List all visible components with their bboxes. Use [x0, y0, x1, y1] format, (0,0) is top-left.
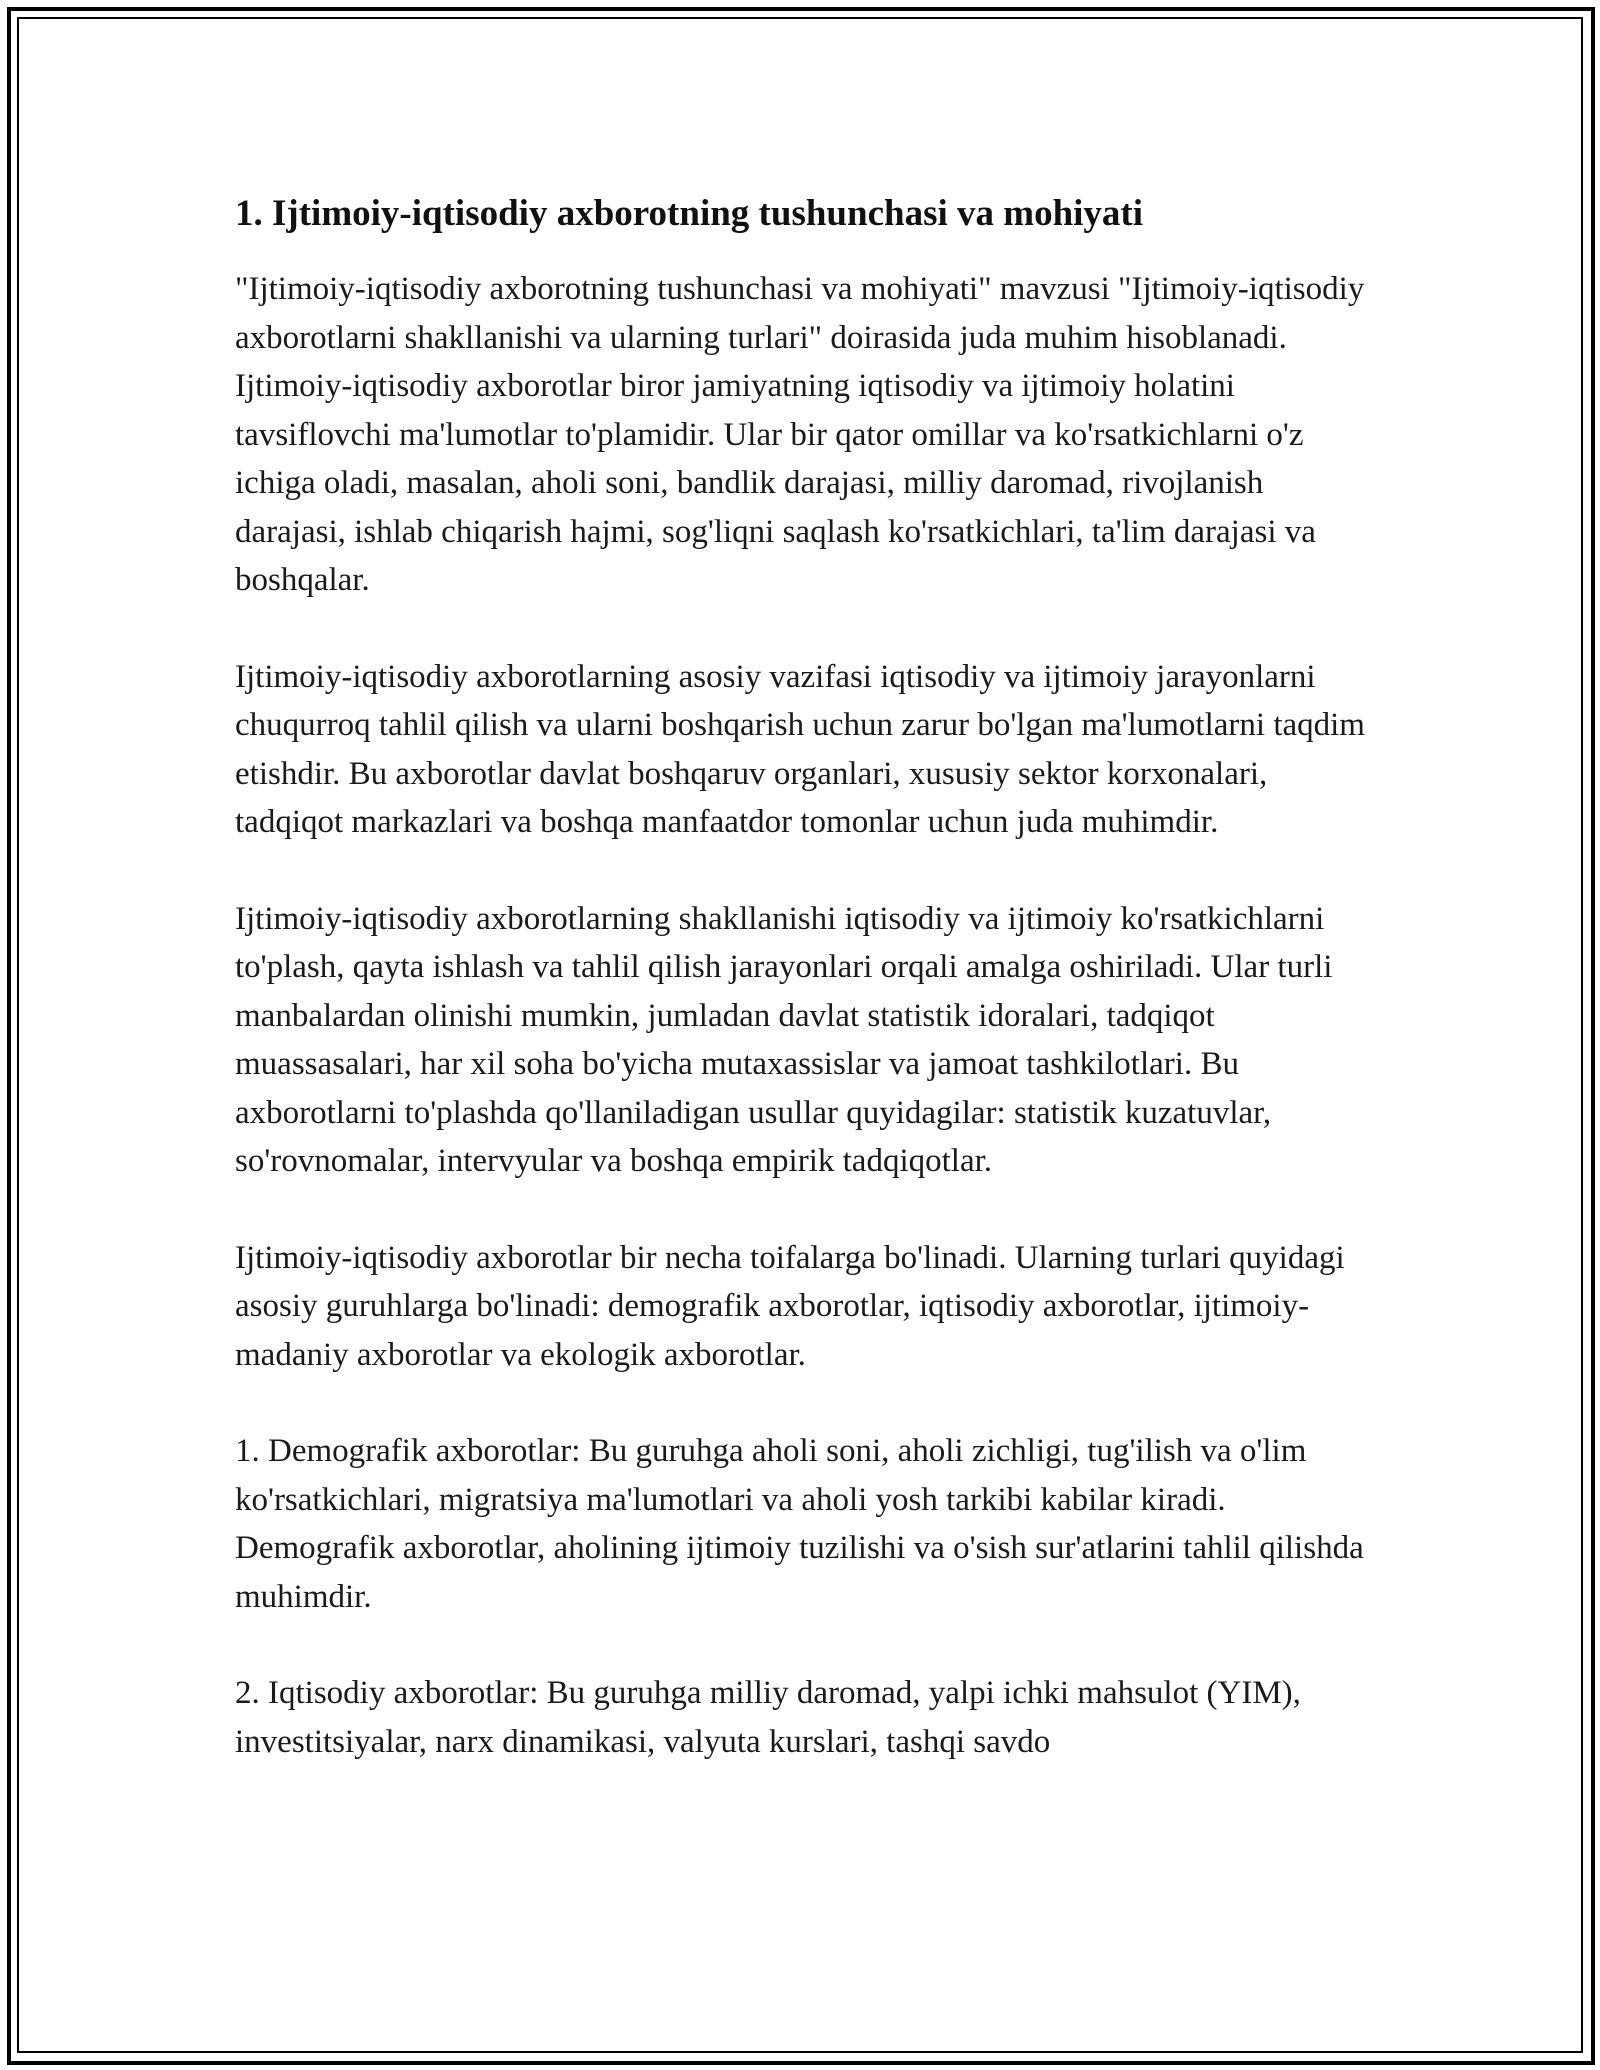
paragraph-economic: 2. Iqtisodiy axborotlar: Bu guruhga milliy daromad, yalpi ichki mahsulot (YIM), investitsiyalar, narx dinamikasi, valyuta kurslari, tashqi savdo: [235, 1675, 1301, 1760]
paragraph-purpose: Ijtimoiy-iqtisodiy axborotlarning asosiy vazifasi iqtisodiy va ijtimoiy jarayonlarni chuqurroq tahlil qilish va ularni boshqarish uchun zarur bo'lgan ma'lumotlarni taqdim etishdir. Bu axborotlar davlat boshqaruv organlari, xususiy sektor korxonalari, tadqiqot markazlari va boshqa manfaatdor tomonlar uchun juda muhimdir.: [235, 658, 1365, 840]
paragraph-types: Ijtimoiy-iqtisodiy axborotlar bir necha toifalarga bo'linadi. Ularning turlari quyidagi asosiy guruhlarga bo'linadi: demografik axborotlar, iqtisodiy axborotlar, ijtimoiy-madaniy axborotlar va ekologik axborotlar.: [235, 1239, 1345, 1373]
paragraph-intro: "Ijtimoiy-iqtisodiy axborotning tushunchasi va mohiyati" mavzusi "Ijtimoiy-iqtisodiy axborotlarni shakllanishi va ularning turlari" doirasida juda muhim hisoblanadi. Ijtimoiy-iqtisodiy axborotlar biror jamiyatning iqtisodiy va ijtimoiy holatini tavsiflovchi ma'lumotlar to'plamidir. Ular bir qator omillar va ko'rsatkichlarni o'z ichiga oladi, masalan, aholi soni, bandlik darajasi, milliy daromad, rivojlanish darajasi, ishlab chiqarish hajmi, sog'liqni saqlash ko'rsatkichlari, ta'lim darajasi va boshqalar.: [235, 271, 1365, 598]
section-title: 1. Ijtimoiy-iqtisodiy axborotning tushunchasi va mohiyati: [235, 193, 1144, 234]
paragraph-demographic: 1. Demografik axborotlar: Bu guruhga aholi soni, aholi zichligi, tug'ilish va o'lim ko'rsatkichlari, migratsiya ma'lumotlari va aholi yosh tarkibi kabilar kiradi. Demografik axborotlar, aholining ijtimoiy tuzilishi va o'sish sur'atlarini tahlil qilishda muhimdir.: [235, 1433, 1364, 1615]
document-body: [235, 185, 1375, 1814]
paragraph-formation: Ijtimoiy-iqtisodiy axborotlarning shakllanishi iqtisodiy va ijtimoiy ko'rsatkichlarni to'plash, qayta ishlash va tahlil qilish jarayonlari orqali amalga oshiriladi. Ular turli manbalardan olinishi mumkin, jumladan davlat statistik idoralari, tadqiqot muassasalari, har xil soha bo'yicha mutaxassislar va jamoat tashkilotlari. Bu axborotlarni to'plashda qo'llaniladigan usullar quyidagilar: statistik kuzatuvlar, so'rovnomalar, intervyular va boshqa empirik tadqiqotlar.: [235, 900, 1333, 1179]
